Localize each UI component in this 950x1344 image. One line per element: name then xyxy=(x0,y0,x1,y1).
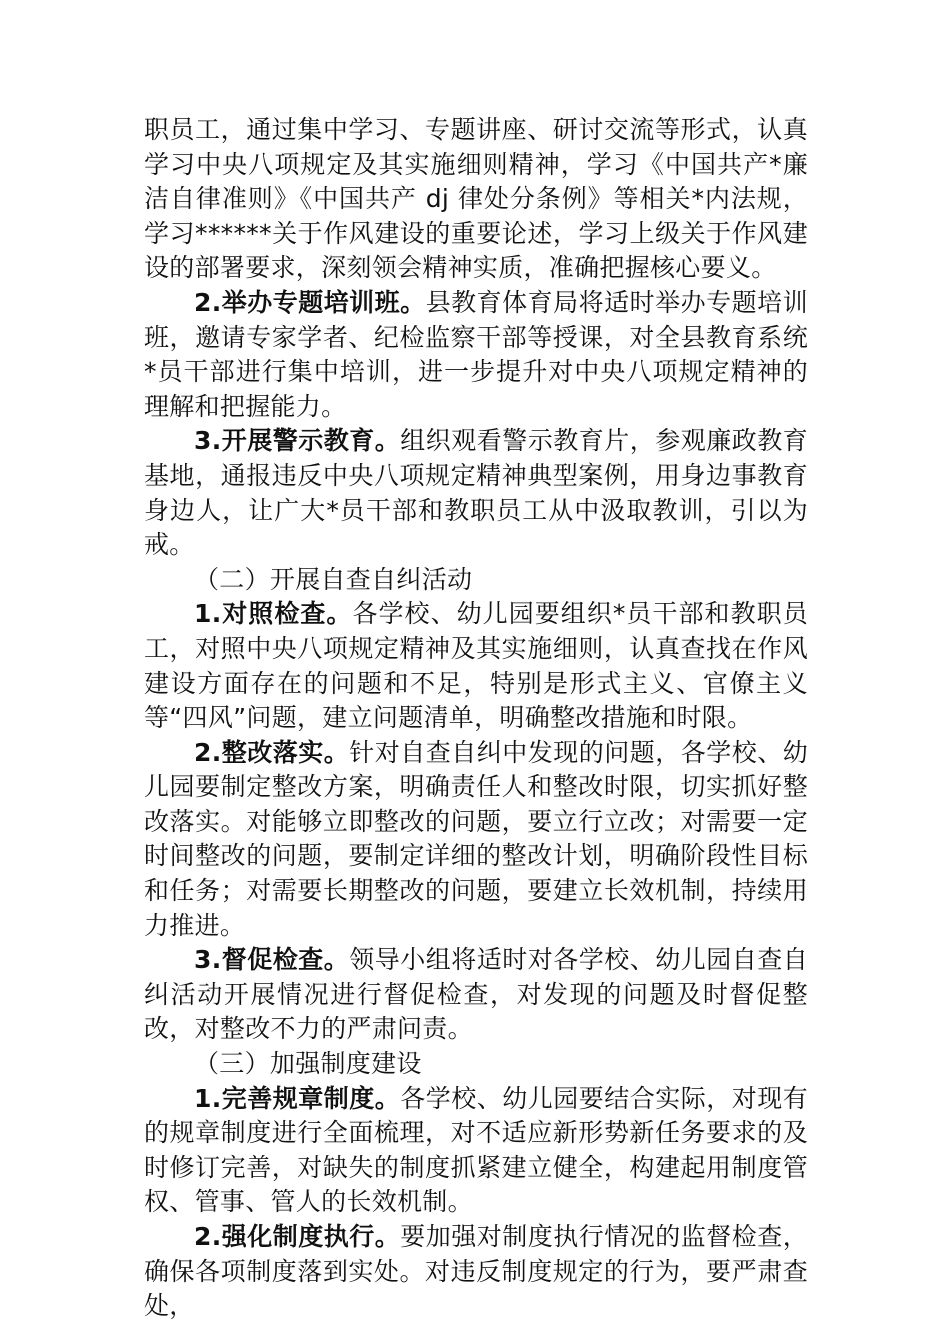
paragraph-lead: 2.举办专题培训班。 xyxy=(194,287,426,317)
paragraph-lead: 2.强化制度执行。 xyxy=(194,1222,401,1251)
section-heading-3 xyxy=(144,1047,808,1082)
paragraph-lead: 2.整改落实。 xyxy=(194,737,350,767)
paragraph-text: 各学校、幼儿园要组织*员干部和教职员工，对照中央八项规定精神及其实施细则，认真查找在作风建设方面存在的问题和不足，特别是形式主义、官僚主义等“四风”问题，建立问题清单，明确整改措施和时限。 xyxy=(144,599,808,733)
paragraph-text: 县教育体育局将适时举办专题培训班，邀请专家学者、纪检监察干部等授课，对全县教育系统*员干部进行集中培训，进一步提升对中央八项规定精神的理解和把握能力。 xyxy=(144,287,808,421)
paragraph-continuation xyxy=(144,113,808,286)
paragraph-lead: 3.督促检查。 xyxy=(194,945,350,975)
document-body xyxy=(144,113,808,1324)
section-heading-2 xyxy=(144,563,808,598)
paragraph-check xyxy=(144,597,808,735)
paragraph-rules xyxy=(144,1082,808,1220)
paragraph-enforce xyxy=(144,1220,808,1324)
paragraph-text: 要加强对制度执行情况的监督检查，确保各项制度落到实处。对违反制度规定的行为，要严肃查处， xyxy=(144,1222,809,1321)
paragraph-text: 领导小组将适时对各学校、幼儿园自查自纠活动开展情况进行督促检查，对发现的问题及时督促整改，对整改不力的严肃问责。 xyxy=(144,945,808,1044)
section-heading-text: （三）加强制度建设 xyxy=(194,1049,422,1079)
paragraph-text: 针对自查自纠中发现的问题，各学校、幼儿园要制定整改方案，明确责任人和整改时限，切实抓好整改落实。对能够立即整改的问题，要立行立改；对需要一定时间整改的问题，要制定详细的整改计划，明确阶段性目标和任务；对需要长期整改的问题，要建立长效机制，持续用力推进。 xyxy=(144,737,808,940)
paragraph-text: 组织观看警示教育片，参观廉政教育基地，通报违反中央八项规定精神典型案例，用身边事教育身边人，让广大*员干部和教职员工从中汲取教训，引以为戒。 xyxy=(144,426,809,560)
paragraph-text: 各学校、幼儿园要结合实际，对现有的规章制度进行全面梳理，对不适应新形势新任务要求的及时修订完善，对缺失的制度抓紧建立健全，构建起用制度管权、管事、管人的长效机制。 xyxy=(144,1083,809,1217)
paragraph-lead: 1.完善规章制度。 xyxy=(194,1083,401,1113)
paragraph-text: 职员工，通过集中学习、专题讲座、研讨交流等形式，认真学习中央八项规定及其实施细则精神，学习《中国共产*廉洁自律准则》《中国共产 dj 律处分条例》等相关*内法规，学习******关于作风建设的重要论述，学习上级关于作风建设的部署要求，深刻领会精神实质，准确把握核心要义。 xyxy=(144,115,808,283)
section-heading-text: （二）开展自查自纠活动 xyxy=(194,564,473,594)
paragraph-rectify xyxy=(144,736,808,944)
paragraph-supervise xyxy=(144,943,808,1047)
paragraph-warning xyxy=(144,424,808,562)
paragraph-lead: 1.对照检查。 xyxy=(194,599,353,629)
paragraph-training xyxy=(144,286,808,424)
paragraph-lead: 3.开展警示教育。 xyxy=(194,426,401,456)
